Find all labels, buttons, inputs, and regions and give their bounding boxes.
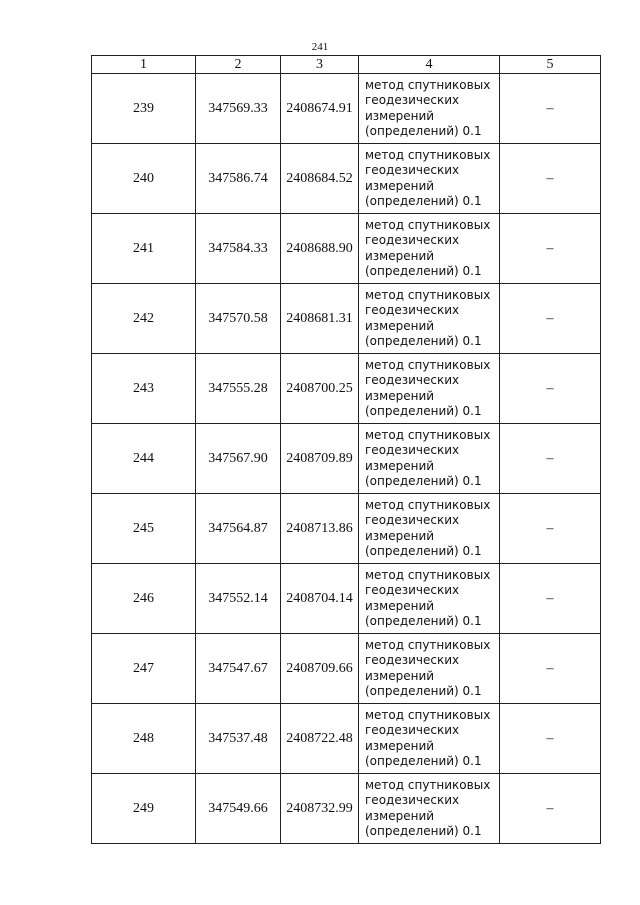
table-row bbox=[92, 284, 601, 354]
column-header-1: 1 bbox=[92, 56, 196, 74]
y-coordinate-cell: 2408704.14 bbox=[281, 564, 359, 634]
page-number: 241 bbox=[311, 41, 329, 53]
table-row bbox=[92, 704, 601, 774]
point-number-cell: 247 bbox=[92, 634, 196, 704]
y-coordinate-cell: 2408722.48 bbox=[281, 704, 359, 774]
x-coordinate-cell: 347567.90 bbox=[196, 424, 281, 494]
note-cell: – bbox=[500, 284, 601, 354]
point-number-cell: 248 bbox=[92, 704, 196, 774]
method-cell: метод спутниковых геодезических измерений (определений) 0.1 bbox=[359, 774, 500, 844]
table-header-row bbox=[92, 56, 601, 74]
y-coordinate-cell: 2408674.91 bbox=[281, 74, 359, 144]
column-header-2: 2 bbox=[196, 56, 281, 74]
point-number-cell: 245 bbox=[92, 494, 196, 564]
table-row bbox=[92, 424, 601, 494]
table-row bbox=[92, 564, 601, 634]
note-cell: – bbox=[500, 634, 601, 704]
column-header-3: 3 bbox=[281, 56, 359, 74]
note-cell: – bbox=[500, 704, 601, 774]
method-cell: метод спутниковых геодезических измерений (определений) 0.1 bbox=[359, 704, 500, 774]
table-row bbox=[92, 354, 601, 424]
method-cell: метод спутниковых геодезических измерений (определений) 0.1 bbox=[359, 494, 500, 564]
y-coordinate-cell: 2408684.52 bbox=[281, 144, 359, 214]
table-row bbox=[92, 144, 601, 214]
y-coordinate-cell: 2408681.31 bbox=[281, 284, 359, 354]
method-cell: метод спутниковых геодезических измерений (определений) 0.1 bbox=[359, 564, 500, 634]
point-number-cell: 244 bbox=[92, 424, 196, 494]
x-coordinate-cell: 347549.66 bbox=[196, 774, 281, 844]
note-cell: – bbox=[500, 354, 601, 424]
point-number-cell: 240 bbox=[92, 144, 196, 214]
method-cell: метод спутниковых геодезических измерений (определений) 0.1 bbox=[359, 144, 500, 214]
x-coordinate-cell: 347584.33 bbox=[196, 214, 281, 284]
note-cell: – bbox=[500, 214, 601, 284]
y-coordinate-cell: 2408713.86 bbox=[281, 494, 359, 564]
x-coordinate-cell: 347537.48 bbox=[196, 704, 281, 774]
method-cell: метод спутниковых геодезических измерений (определений) 0.1 bbox=[359, 74, 500, 144]
table-row bbox=[92, 74, 601, 144]
method-cell: метод спутниковых геодезических измерений (определений) 0.1 bbox=[359, 284, 500, 354]
point-number-cell: 241 bbox=[92, 214, 196, 284]
method-cell: метод спутниковых геодезических измерений (определений) 0.1 bbox=[359, 354, 500, 424]
method-cell: метод спутниковых геодезических измерений (определений) 0.1 bbox=[359, 634, 500, 704]
y-coordinate-cell: 2408688.90 bbox=[281, 214, 359, 284]
y-coordinate-cell: 2408700.25 bbox=[281, 354, 359, 424]
point-number-cell: 246 bbox=[92, 564, 196, 634]
method-cell: метод спутниковых геодезических измерений (определений) 0.1 bbox=[359, 424, 500, 494]
column-header-4: 4 bbox=[359, 56, 500, 74]
y-coordinate-cell: 2408709.89 bbox=[281, 424, 359, 494]
table-row bbox=[92, 494, 601, 564]
y-coordinate-cell: 2408709.66 bbox=[281, 634, 359, 704]
point-number-cell: 249 bbox=[92, 774, 196, 844]
x-coordinate-cell: 347586.74 bbox=[196, 144, 281, 214]
x-coordinate-cell: 347547.67 bbox=[196, 634, 281, 704]
note-cell: – bbox=[500, 424, 601, 494]
note-cell: – bbox=[500, 74, 601, 144]
table-row bbox=[92, 634, 601, 704]
x-coordinate-cell: 347552.14 bbox=[196, 564, 281, 634]
note-cell: – bbox=[500, 774, 601, 844]
method-cell: метод спутниковых геодезических измерений (определений) 0.1 bbox=[359, 214, 500, 284]
table-row bbox=[92, 774, 601, 844]
x-coordinate-cell: 347569.33 bbox=[196, 74, 281, 144]
point-number-cell: 243 bbox=[92, 354, 196, 424]
note-cell: – bbox=[500, 564, 601, 634]
note-cell: – bbox=[500, 494, 601, 564]
x-coordinate-cell: 347555.28 bbox=[196, 354, 281, 424]
table-row bbox=[92, 214, 601, 284]
point-number-cell: 239 bbox=[92, 74, 196, 144]
coordinates-table bbox=[91, 55, 601, 844]
x-coordinate-cell: 347570.58 bbox=[196, 284, 281, 354]
point-number-cell: 242 bbox=[92, 284, 196, 354]
x-coordinate-cell: 347564.87 bbox=[196, 494, 281, 564]
y-coordinate-cell: 2408732.99 bbox=[281, 774, 359, 844]
note-cell: – bbox=[500, 144, 601, 214]
column-header-5: 5 bbox=[500, 56, 601, 74]
